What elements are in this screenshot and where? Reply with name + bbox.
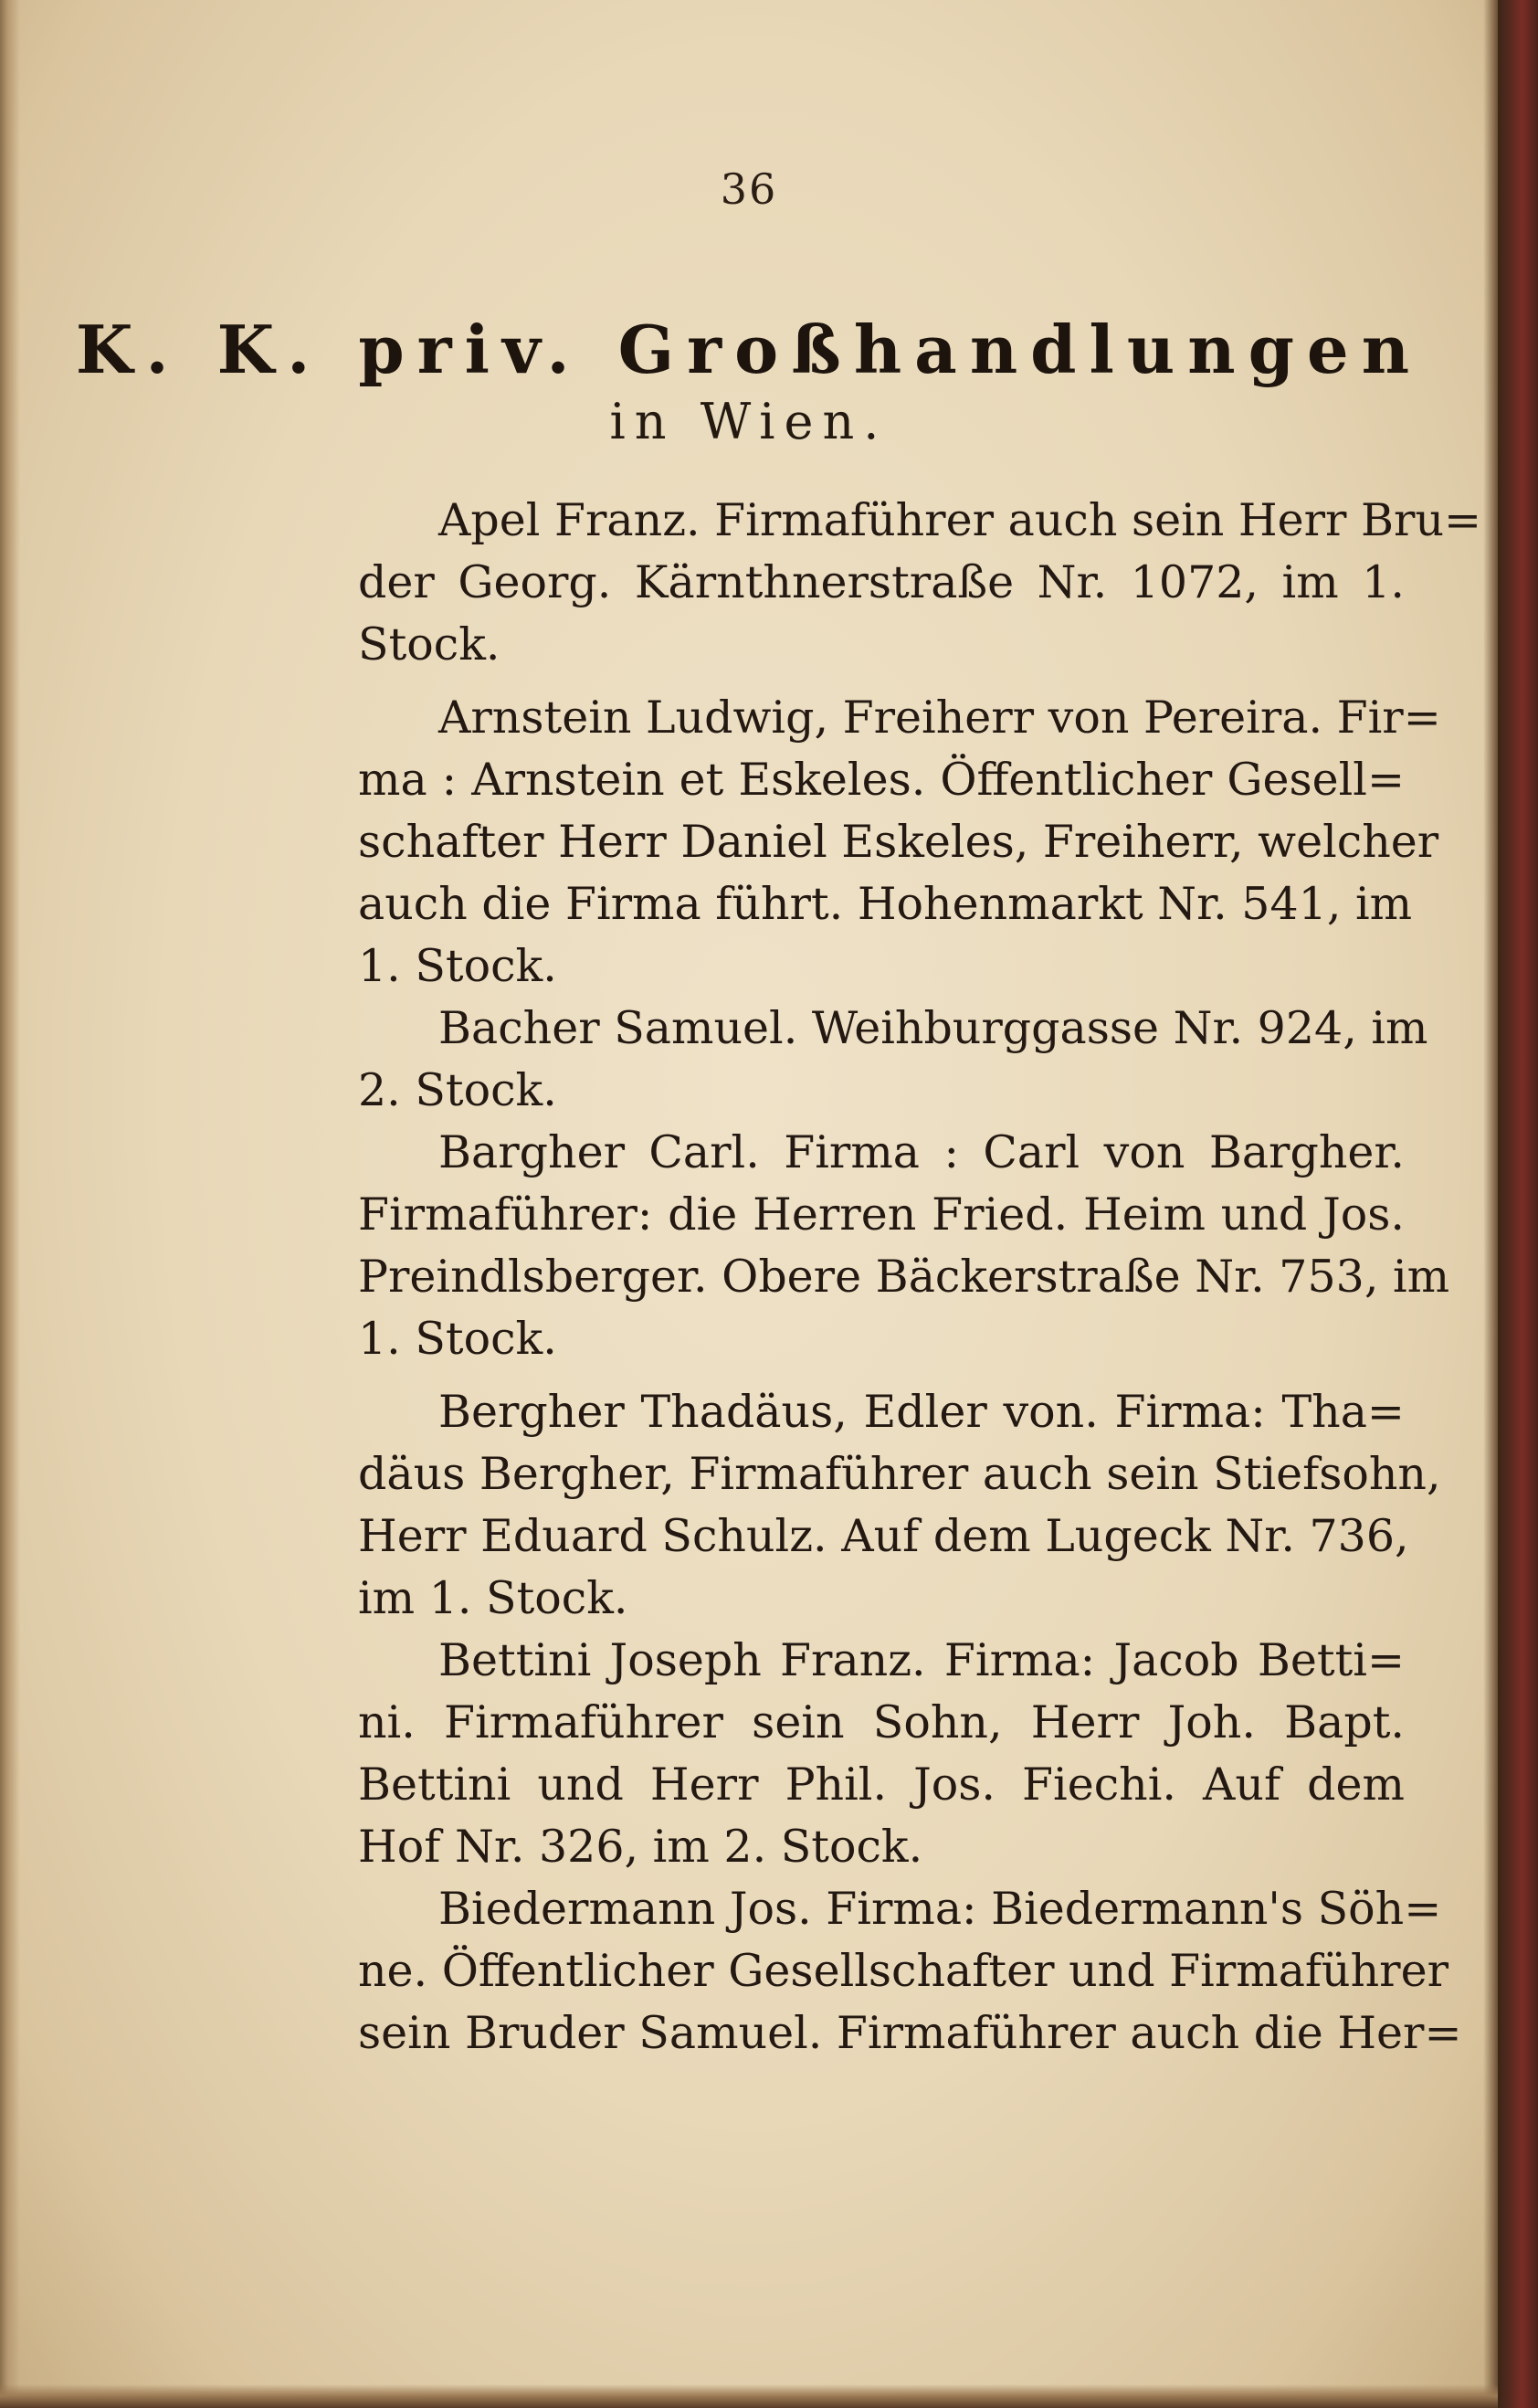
book-binding-edge xyxy=(1498,0,1538,2408)
entry-line: Bargher Carl. Firma : Carl von Bargher. xyxy=(438,1126,1405,1178)
page-bottom-edge xyxy=(0,2384,1498,2408)
entry-line: däus Bergher, Firmaführer auch sein Stiefsohn, xyxy=(358,1448,1441,1500)
entry-line: 1. Stock. xyxy=(358,940,557,992)
entry-line: Bergher Thadäus, Edler von. Firma: Tha= xyxy=(438,1386,1405,1438)
entry-bacher xyxy=(358,998,1428,1122)
entry-line: auch die Firma führt. Hohenmarkt Nr. 541, im xyxy=(358,878,1413,930)
page-number: 36 xyxy=(720,164,778,214)
entry-line: ni. Firmaführer sein Sohn, Herr Joh. Bapt. xyxy=(358,1696,1405,1748)
entry-line: Bacher Samuel. Weihburggasse Nr. 924, im xyxy=(438,1002,1428,1054)
entry-line: Bettini Joseph Franz. Firma: Jacob Betti= xyxy=(438,1634,1405,1686)
entry-bargher xyxy=(358,1122,1450,1370)
entry-line: Herr Eduard Schulz. Auf dem Lugeck Nr. 736, xyxy=(358,1510,1409,1562)
entry-line: Bettini und Herr Phil. Jos. Fiechi. Auf dem xyxy=(358,1758,1405,1811)
entry-line: Apel Franz. Firmaführer auch sein Herr Bru= xyxy=(438,494,1482,546)
entry-line: der Georg. Kärnthnerstraße Nr. 1072, im 1. xyxy=(358,556,1405,608)
page-subheading: in Wien. xyxy=(609,393,889,450)
entry-line: 2. Stock. xyxy=(358,1064,557,1116)
entry-line: im 1. Stock. xyxy=(358,1572,628,1624)
entry-line: Stock. xyxy=(358,618,500,671)
entries-text xyxy=(358,490,1482,2065)
entry-line: ne. Öffentlicher Gesellschafter und Firmaführer xyxy=(358,1945,1449,1997)
entry-biedermann xyxy=(358,1878,1462,2065)
entry-line: schafter Herr Daniel Eskeles, Freiherr, welcher xyxy=(358,816,1439,868)
entry-line: Preindlsberger. Obere Bäckerstraße Nr. 753, im xyxy=(358,1251,1450,1303)
entry-line: Arnstein Ludwig, Freiherr von Pereira. Fir= xyxy=(438,692,1441,744)
entry-line: ma : Arnstein et Eskeles. Öffentlicher Gesell= xyxy=(358,754,1405,806)
entry-arnstein xyxy=(358,687,1441,998)
entry-apel xyxy=(358,490,1482,676)
entry-bettini xyxy=(358,1630,1405,1878)
entry-line: Hof Nr. 326, im 2. Stock. xyxy=(358,1821,923,1873)
entry-line: 1. Stock. xyxy=(358,1313,557,1365)
entry-line: sein Bruder Samuel. Firmaführer auch die Her= xyxy=(358,2007,1462,2059)
entry-line: Firmaführer: die Herren Fried. Heim und Jos. xyxy=(358,1188,1405,1241)
entry-bergher xyxy=(358,1381,1441,1630)
page-heading: K. K. priv. Großhandlungen xyxy=(75,311,1423,388)
entry-line: Biedermann Jos. Firma: Biedermann's Söh= xyxy=(438,1883,1442,1935)
